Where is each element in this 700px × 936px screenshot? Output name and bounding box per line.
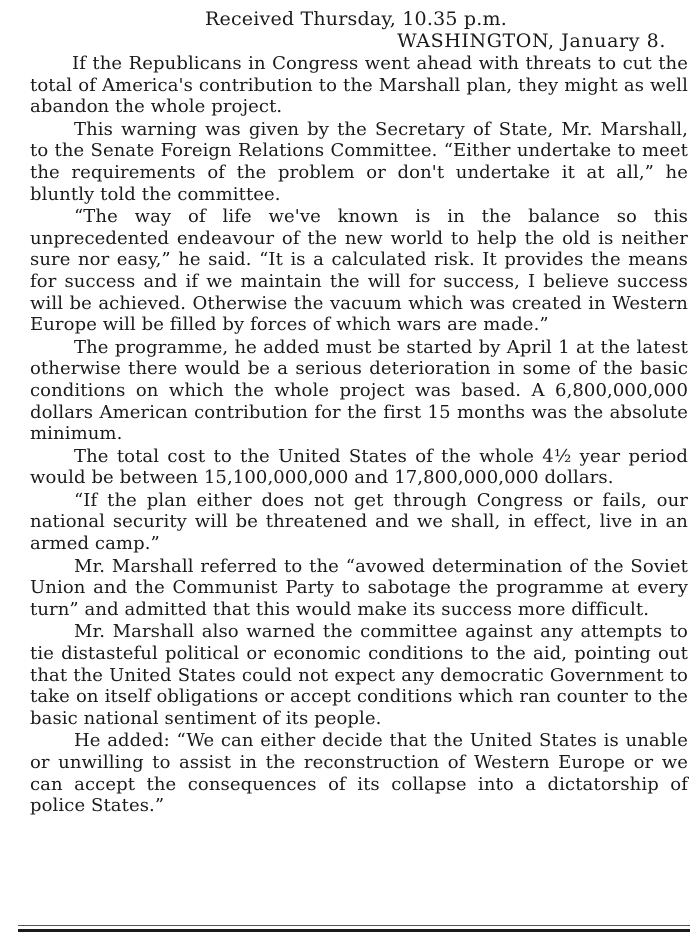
paragraph-2: This warning was given by the Secretary of State, Mr. Marshall, to the Senate Foreign Relations Committee. “Either undertake to meet the requirements of the problem or don't undertake it at all,” he bluntly told the committee.: [30, 118, 688, 205]
paragraph-6: “If the plan either does not get through Congress or fails, our national security will be threatened and we shall, in effect, live in an armed camp.”: [30, 489, 688, 555]
received-time: Received Thursday, 10.35 p.m.: [205, 8, 507, 30]
paragraph-9: He added: “We can either decide that the United States is unable or unwilling to assist in the reconstruction of Western Europe or we can accept the consequences of its collapse into a dictatorship of police States.”: [30, 730, 688, 817]
paragraph-8: Mr. Marshall also warned the committee against any attempts to tie distasteful political or economic conditions to the aid, pointing out that the United States could not expect any democratic Government to take on itself obligations or accept conditions which ran counter to the basic national sentiment of its people.: [30, 621, 688, 729]
bottom-rule-thin: [18, 925, 690, 926]
bottom-rule-thick: [18, 929, 690, 932]
paragraph-7: Mr. Marshall referred to the “avowed determination of the Soviet Union and the Communist Party to sabotage the programme at every turn” and admitted that this would make its success more difficult.: [30, 555, 688, 620]
paragraph-1: If the Republicans in Congress went ahead with threats to cut the total of America's contribution to the Marshall plan, they might as well abandon the whole project.: [30, 53, 688, 118]
paragraph-3: “The way of life we've known is in the balance so this unprecedented endeavour of the new world to help the old is neither sure nor easy,” he said. “It is a calculated risk. It provides the means for success and if we maintain the will for success, I believe success will be achieved. Otherwise the vacuum which was created in Western Europe will be filled by forces of which wars are made.”: [30, 206, 688, 336]
paragraph-5: The total cost to the United States of the whole 4½ year period would be between 15,100,000,000 and 17,800,000,000 dollars.: [30, 445, 688, 489]
paragraph-4: The programme, he added must be started by April 1 at the latest otherwise there would be a serious deterioration in some of the basic conditions on which the whole project was based. A 6,800,000,000 dollars American contribution for the first 15 months was the absolute minimum.: [30, 336, 688, 445]
clipping-header: [0, 6, 700, 52]
dateline: WASHINGTON, January 8.: [397, 30, 666, 52]
article-body: [30, 53, 688, 818]
